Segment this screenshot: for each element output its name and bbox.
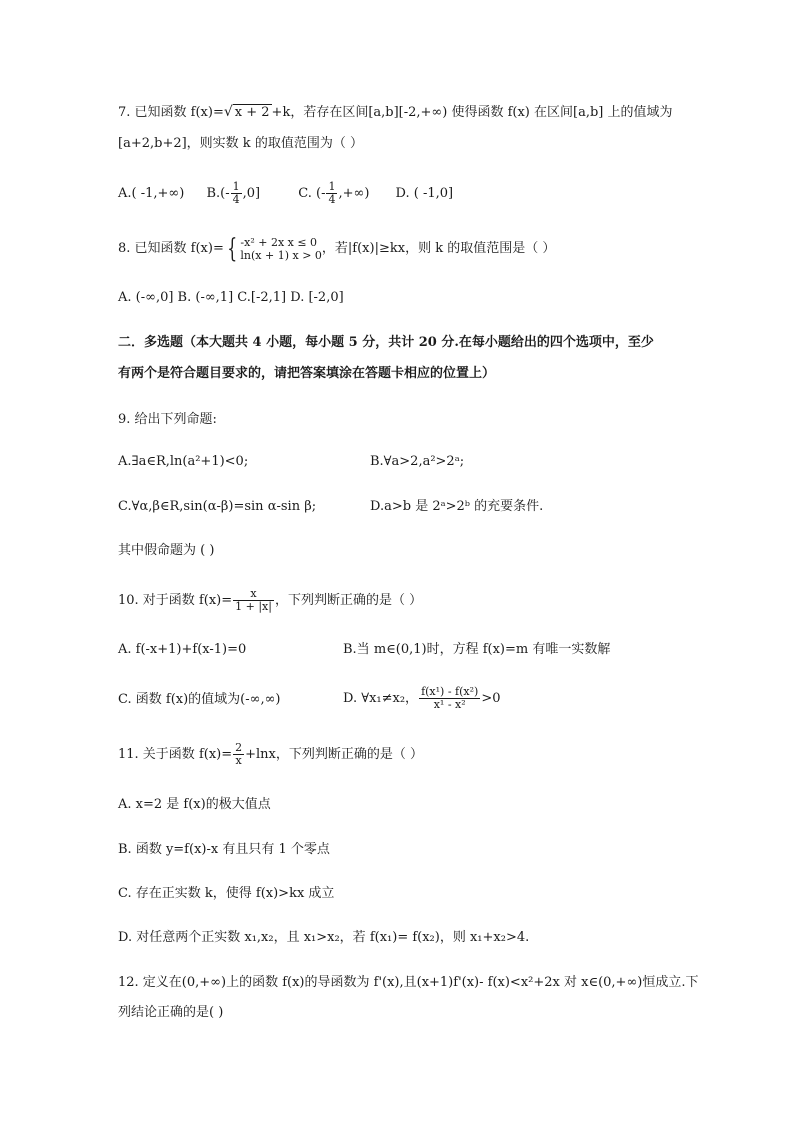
q7-text-b: +k，若存在区间[a,b][-2,+∞) 使得函数 f(x) 在区间[a,b] 上的值域为 — [271, 105, 673, 120]
q11-text-post: +lnx，下列判断正确的是（ ） — [245, 747, 424, 762]
q11-fraction: $\frac{2}{x}$ — [235, 741, 243, 767]
q12-stem-line2: 列结论正确的是( ) — [118, 1005, 224, 1020]
q8-text-post: ，若|f(x)|≥kx，则 k 的取值范围是（ ） — [321, 241, 556, 256]
q11-option-c: C. 存在正实数 k，使得 f(x)>kx 成立 — [118, 886, 335, 901]
q11-option-b: B. 函数 y=f(x)-x 有且只有 1 个零点 — [118, 842, 330, 857]
q10-fraction: $\frac{x}{1 + |x|}$ — [235, 587, 272, 613]
q10-option-a: A. f(-x+1)+f(x-1)=0 — [118, 642, 247, 657]
q7-option-b: B.(- $\frac{1}{4}$ ,0] — [206, 180, 261, 206]
q10-option-d: D. ∀x₁≠x₂， $\frac{\text{f(x¹) - f(x²)}}{\text{x¹ - x²}}$ >0 — [343, 685, 501, 711]
q7-option-d: D. ( -1,0] — [395, 186, 454, 201]
q7-stem-line1 — [118, 102, 673, 123]
q9-option-d: D.a>b 是 2ᵃ>2ᵇ 的充要条件. — [370, 499, 544, 514]
section2-title-line1: 二．多选题（本大题共 4 小题，每小题 5 分，共计 20 分.在每小题给出的四个选项中，至少 — [118, 335, 654, 350]
sqrt-sign: √ — [223, 104, 233, 120]
q8-text-pre: 8. 已知函数 f(x)= — [118, 241, 224, 256]
q8-piecewise: -x² + 2x x ≤ 0 ln(x + 1) x > 0 — [240, 235, 322, 262]
q7-options — [118, 180, 453, 210]
brace-symbol: { — [227, 233, 238, 264]
q10-text-pre: 10. 对于函数 f(x)= — [118, 593, 233, 608]
q9-option-c: C.∀α,β∈R,sin(α-β)=sin α-sin β; — [118, 499, 317, 514]
q7-stem-line2: [a+2,b+2]，则实数 k 的取值范围为（ ） — [118, 136, 363, 151]
q8-options: A. (-∞,0] B. (-∞,1] C.[-2,1] D. [-2,0] — [118, 290, 344, 305]
q7-option-a: A.( -1,+∞) — [118, 186, 185, 201]
q11-stem — [118, 738, 423, 772]
q11-text-pre: 11. 关于函数 f(x)= — [118, 747, 233, 762]
q7-text-a: 7. 已知函数 f(x)= — [118, 105, 224, 120]
q9-option-a: A.∃a∈R,ln(a²+1)<0; — [118, 454, 249, 469]
q9-option-b: B.∀a>2,a²>2ᵃ; — [370, 454, 465, 469]
q9-tail: 其中假命题为 ( ) — [118, 543, 215, 558]
q11-option-a: A. x=2 是 f(x)的极大值点 — [118, 797, 271, 812]
q7-option-c: C. (- $\frac{1}{4}$ ,+∞) — [298, 180, 370, 206]
q10-option-b: B.当 m∈(0,1)时，方程 f(x)=m 有唯一实数解 — [343, 642, 611, 657]
q10-option-c: C. 函数 f(x)的值域为(-∞,∞) — [118, 692, 281, 707]
q10-stem — [118, 584, 422, 618]
q7-sqrt-radicand: x + 2 — [234, 105, 270, 120]
section2-title-line2: 有两个是符合题目要求的，请把答案填涂在答题卡相应的位置上） — [118, 366, 496, 381]
q9-stem: 9. 给出下列命题: — [118, 412, 217, 427]
q12-stem-line1: 12. 定义在(0,+∞)上的函数 f(x)的导函数为 f'(x),且(x+1)f'(x)- f(x)<x²+2x 对 x∈(0,+∞)恒成立.下 — [118, 975, 699, 990]
q11-option-d: D. 对任意两个正实数 x₁,x₂，且 x₁>x₂，若 f(x₁)= f(x₂)，则 x₁+x₂>4. — [118, 930, 530, 945]
q8-stem — [118, 232, 555, 266]
q10-text-post: ，下列判断正确的是（ ） — [274, 593, 423, 608]
